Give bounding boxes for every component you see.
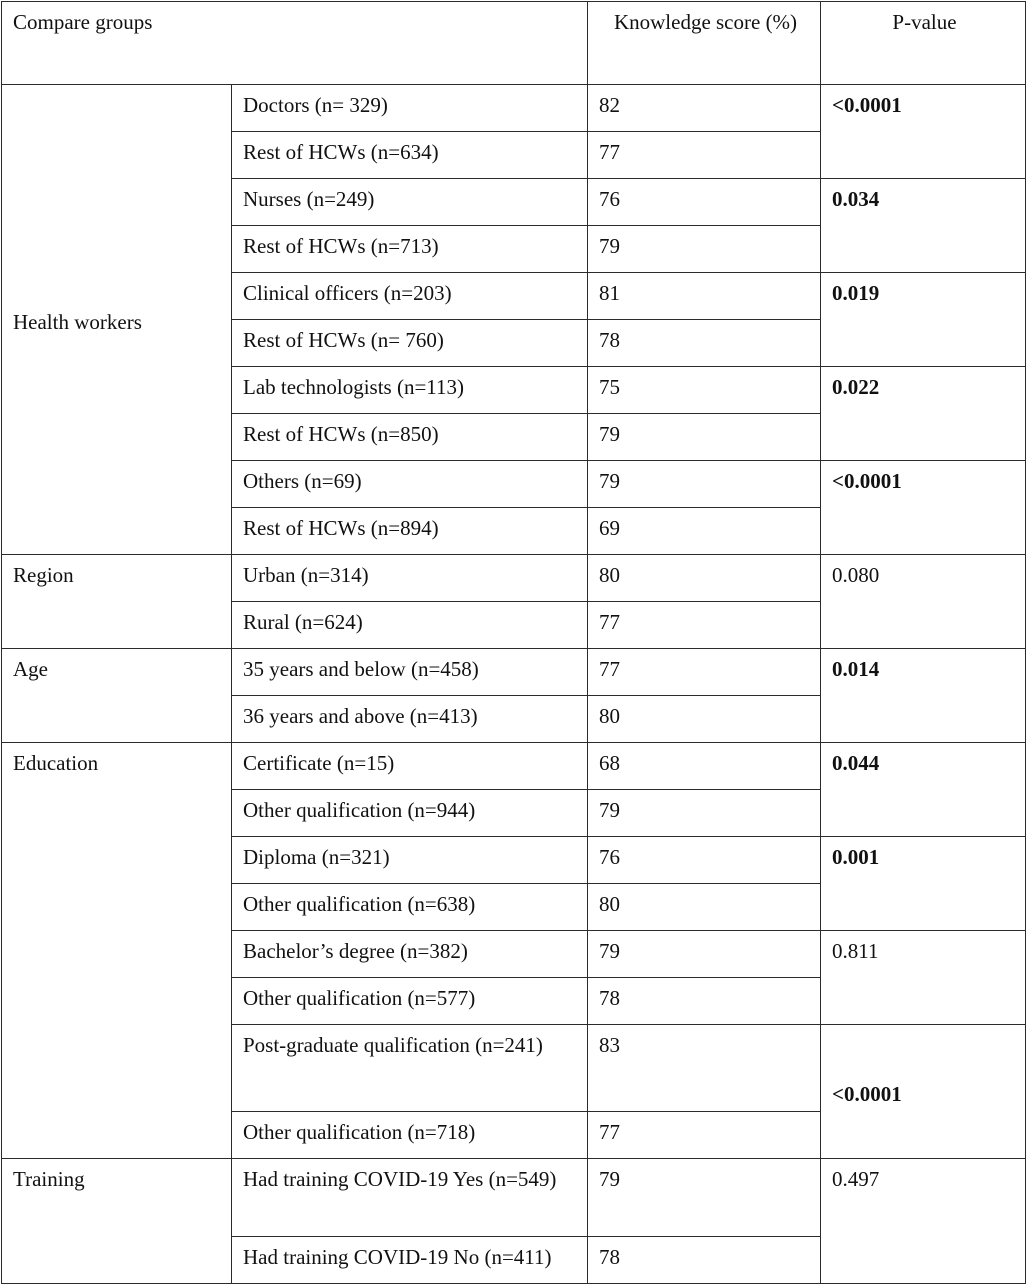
compare-group-cell: 35 years and below (n=458) [232,649,588,696]
compare-group-cell: Diploma (n=321) [232,837,588,884]
p-value-cell: <0.0001 [821,1025,1026,1159]
knowledge-score-cell: 81 [588,273,821,320]
table-row [2,649,1026,696]
compare-group-cell: Rest of HCWs (n=850) [232,414,588,461]
knowledge-score-cell: 79 [588,790,821,837]
knowledge-score-cell: 78 [588,1237,821,1284]
p-value-cell: 0.001 [821,837,1026,931]
p-value-cell: 0.497 [821,1159,1026,1284]
table-row [2,555,1026,602]
p-value-cell: <0.0001 [821,85,1026,179]
knowledge-score-cell: 79 [588,461,821,508]
group-label-health-workers: Health workers [2,85,232,555]
compare-group-cell: Nurses (n=249) [232,179,588,226]
knowledge-score-cell: 79 [588,226,821,273]
compare-group-cell: Bachelor’s degree (n=382) [232,931,588,978]
group-label-training: Training [2,1159,232,1284]
compare-group-cell: Rural (n=624) [232,602,588,649]
header-knowledge-score: Knowledge score (%) [588,2,821,85]
compare-group-cell: Certificate (n=15) [232,743,588,790]
p-value-cell: 0.019 [821,273,1026,367]
compare-group-cell: Urban (n=314) [232,555,588,602]
p-value-cell: <0.0001 [821,461,1026,555]
table-row [2,85,1026,132]
knowledge-score-cell: 68 [588,743,821,790]
compare-group-cell: Had training COVID-19 Yes (n=549) [232,1159,588,1237]
knowledge-score-cell: 80 [588,555,821,602]
p-value-cell: 0.022 [821,367,1026,461]
p-value-cell: 0.034 [821,179,1026,273]
compare-group-cell: Rest of HCWs (n=634) [232,132,588,179]
knowledge-score-cell: 79 [588,414,821,461]
knowledge-score-cell: 79 [588,1159,821,1237]
compare-group-cell: Had training COVID-19 No (n=411) [232,1237,588,1284]
knowledge-score-cell: 80 [588,884,821,931]
header-row [2,2,1026,85]
compare-group-cell: Other qualification (n=577) [232,978,588,1025]
compare-group-cell: Other qualification (n=944) [232,790,588,837]
p-value-cell: 0.014 [821,649,1026,743]
knowledge-score-cell: 77 [588,132,821,179]
group-label-education: Education [2,743,232,1159]
knowledge-score-cell: 78 [588,320,821,367]
knowledge-score-cell: 78 [588,978,821,1025]
knowledge-score-cell: 79 [588,931,821,978]
knowledge-score-table [1,1,1026,1284]
p-value-cell: 0.080 [821,555,1026,649]
table-row [2,1159,1026,1237]
knowledge-score-cell: 77 [588,1112,821,1159]
table-row [2,743,1026,790]
group-label-age: Age [2,649,232,743]
compare-group-cell: Rest of HCWs (n=713) [232,226,588,273]
header-p-value: P-value [821,2,1026,85]
knowledge-score-cell: 76 [588,837,821,884]
compare-group-cell: Clinical officers (n=203) [232,273,588,320]
p-value-cell: 0.811 [821,931,1026,1025]
compare-group-cell: Rest of HCWs (n= 760) [232,320,588,367]
knowledge-score-cell: 83 [588,1025,821,1112]
knowledge-score-cell: 77 [588,602,821,649]
header-compare-groups: Compare groups [2,2,588,85]
compare-group-cell: Other qualification (n=718) [232,1112,588,1159]
knowledge-score-cell: 75 [588,367,821,414]
knowledge-score-cell: 69 [588,508,821,555]
p-value-cell: 0.044 [821,743,1026,837]
knowledge-score-cell: 77 [588,649,821,696]
compare-group-cell: Others (n=69) [232,461,588,508]
knowledge-score-cell: 76 [588,179,821,226]
compare-group-cell: Other qualification (n=638) [232,884,588,931]
compare-group-cell: Doctors (n= 329) [232,85,588,132]
compare-group-cell: Post-graduate qualification (n=241) [232,1025,588,1112]
knowledge-score-cell: 82 [588,85,821,132]
compare-group-cell: 36 years and above (n=413) [232,696,588,743]
compare-group-cell: Rest of HCWs (n=894) [232,508,588,555]
compare-group-cell: Lab technologists (n=113) [232,367,588,414]
group-label-region: Region [2,555,232,649]
knowledge-score-cell: 80 [588,696,821,743]
